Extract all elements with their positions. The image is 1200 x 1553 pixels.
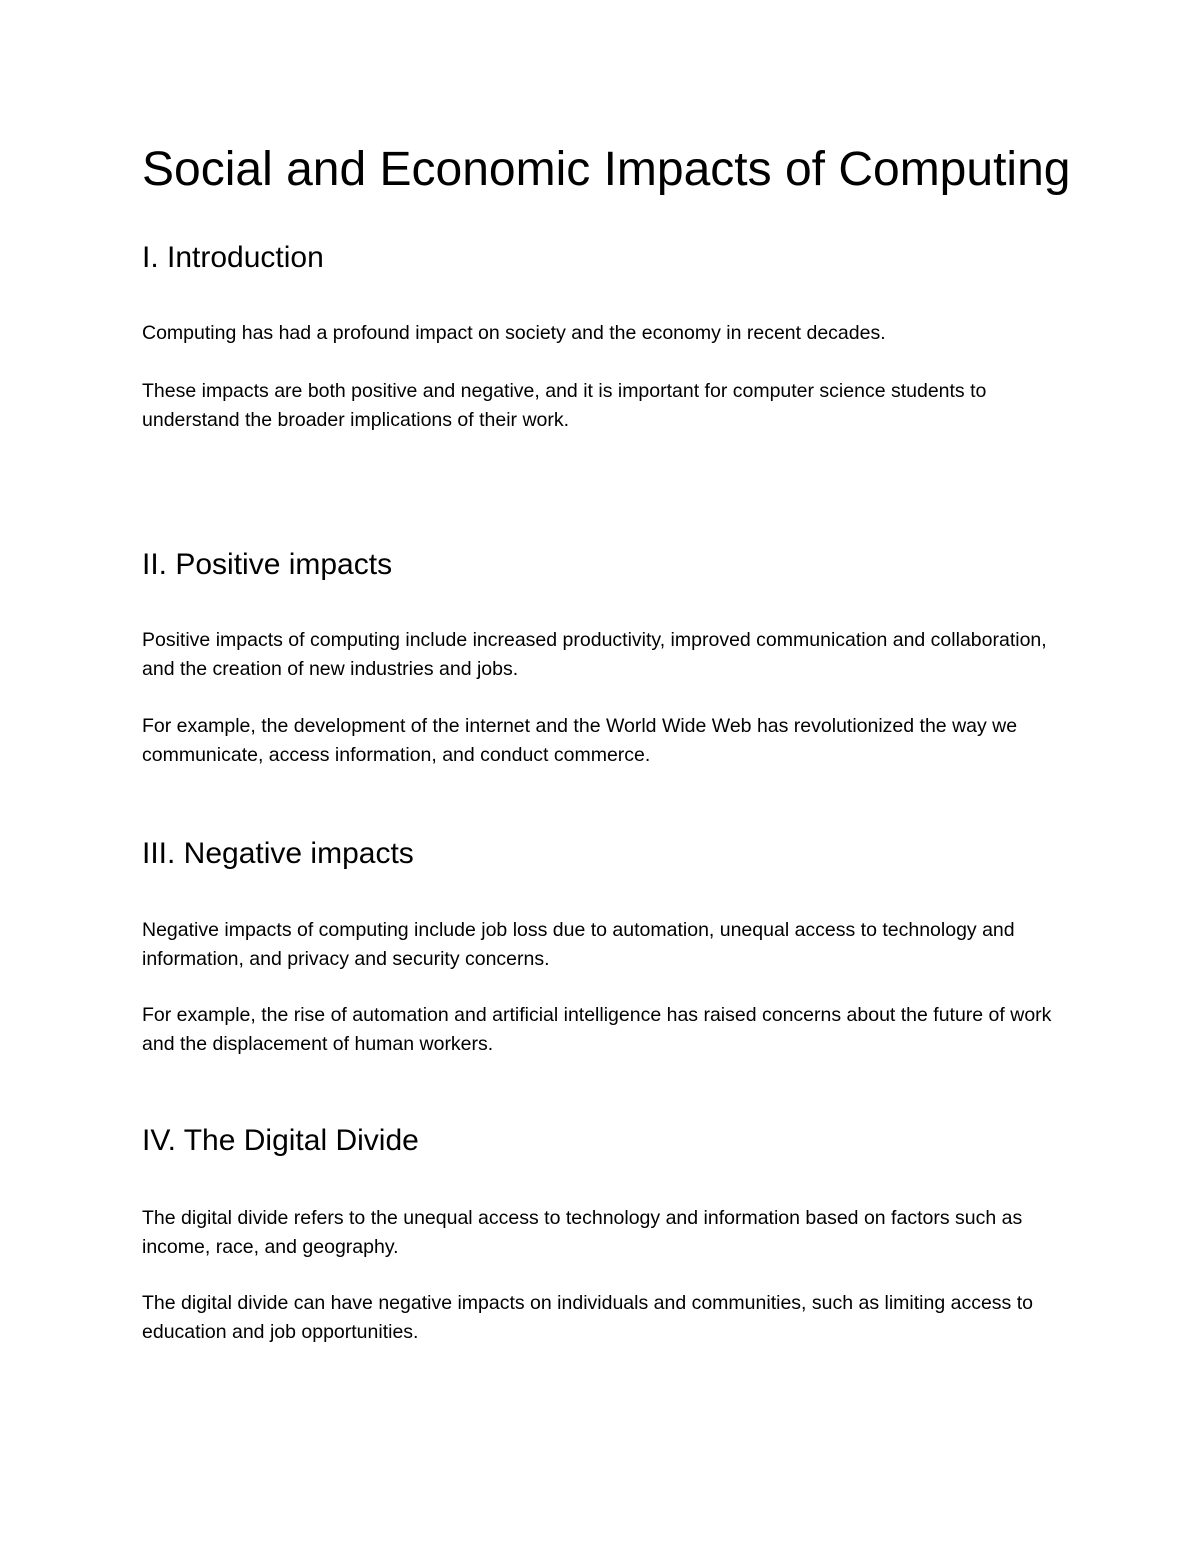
paragraph: Computing has had a profound impact on society and the economy in recent decades. bbox=[142, 322, 886, 344]
paragraph: The digital divide can have negative impacts on individuals and communities, such as limiting access to education and job opportunities. bbox=[142, 1292, 1033, 1343]
paragraph: Negative impacts of computing include job loss due to automation, unequal access to technology and information, and privacy and security concerns. bbox=[142, 919, 1015, 970]
paragraph: For example, the rise of automation and artificial intelligence has raised concerns about the future of work and the displacement of human workers. bbox=[142, 1004, 1052, 1055]
section-heading-positive-impacts: II. Positive impacts bbox=[142, 548, 393, 581]
section-heading-digital-divide: IV. The Digital Divide bbox=[142, 1124, 419, 1157]
section-heading-introduction: I. Introduction bbox=[142, 241, 324, 274]
paragraph: The digital divide refers to the unequal access to technology and information based on factors such as income, race, and geography. bbox=[142, 1207, 1023, 1258]
section-heading-negative-impacts: III. Negative impacts bbox=[142, 837, 414, 870]
document-title: Social and Economic Impacts of Computing bbox=[142, 143, 1071, 196]
paragraph: These impacts are both positive and negative, and it is important for computer science students to understand the broader implications of their work. bbox=[142, 380, 987, 431]
paragraph: Positive impacts of computing include increased productivity, improved communication and collaboration, and the creation of new industries and jobs. bbox=[142, 629, 1047, 680]
paragraph: For example, the development of the internet and the World Wide Web has revolutionized the way we communicate, access information, and conduct commerce. bbox=[142, 715, 1018, 766]
